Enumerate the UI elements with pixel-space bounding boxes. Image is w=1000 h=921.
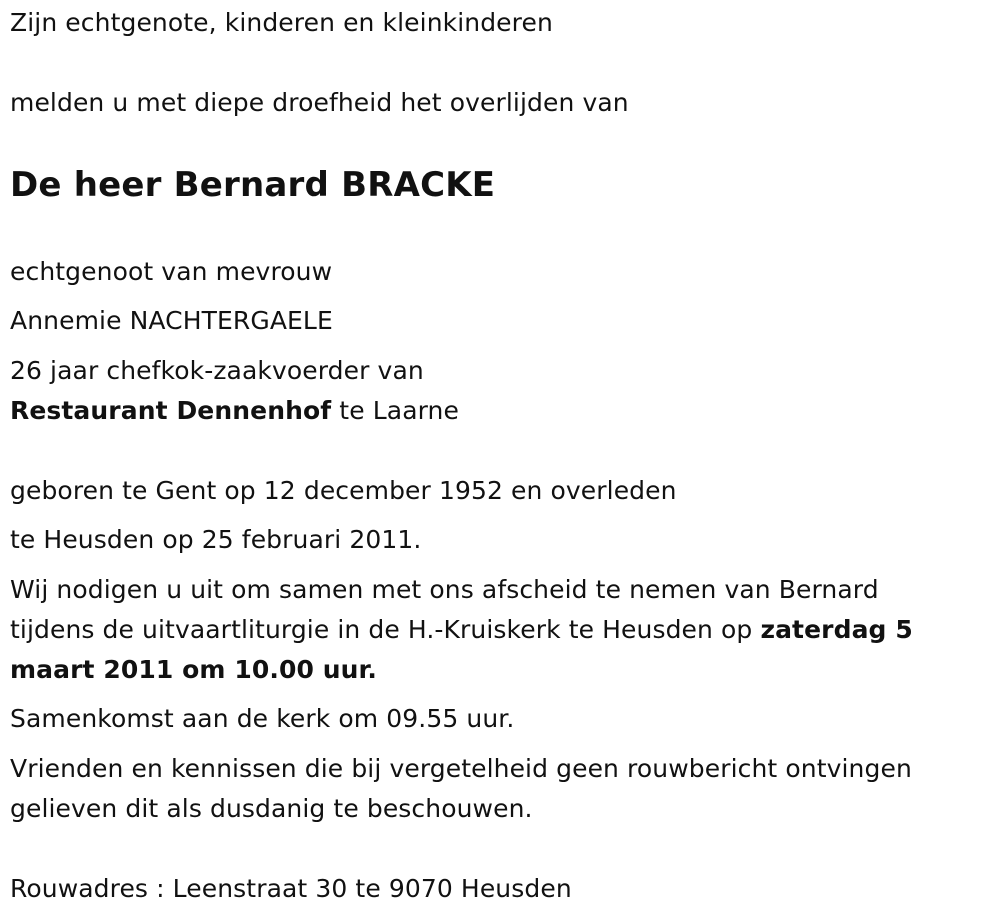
invitation-line-2 [10, 614, 913, 647]
funeral-date-start: zaterdag 5 [760, 615, 913, 644]
intro-family: Zijn echtgenote, kinderen en kleinkinderen [10, 8, 553, 37]
death-line: te Heusden op 25 februari 2011. [10, 525, 422, 554]
career-line: 26 jaar chefkok-zaakvoerder van [10, 356, 424, 385]
birth-line: geboren te Gent op 12 december 1952 en overleden [10, 476, 677, 505]
spouse-label: echtgenoot van mevrouw [10, 257, 333, 286]
restaurant-location: te Laarne [331, 396, 459, 425]
gathering-time: Samenkomst aan de kerk om 09.55 uur. [10, 704, 515, 733]
restaurant-line [10, 395, 459, 428]
invitation-line-1: Wij nodigen u uit om samen met ons afscheid te nemen van Bernard [10, 575, 879, 604]
spouse-name: Annemie NACHTERGAELE [10, 306, 333, 335]
intro-announce: melden u met diepe droefheid het overlijden van [10, 88, 629, 117]
funeral-date-time: maart 2011 om 10.00 uur. [10, 655, 378, 684]
deceased-name: De heer Bernard BRACKE [10, 165, 496, 205]
friends-line-1: Vrienden en kennissen die bij vergetelheid geen rouwbericht ontvingen [10, 754, 912, 783]
invitation-text: tijdens de uitvaartliturgie in de H.-Kruiskerk te Heusden op [10, 615, 761, 644]
friends-line-2: gelieven dit als dusdanig te beschouwen. [10, 794, 533, 823]
mourning-address: Rouwadres : Leenstraat 30 te 9070 Heusden [10, 874, 572, 903]
restaurant-name: Restaurant Dennenhof [10, 396, 332, 425]
